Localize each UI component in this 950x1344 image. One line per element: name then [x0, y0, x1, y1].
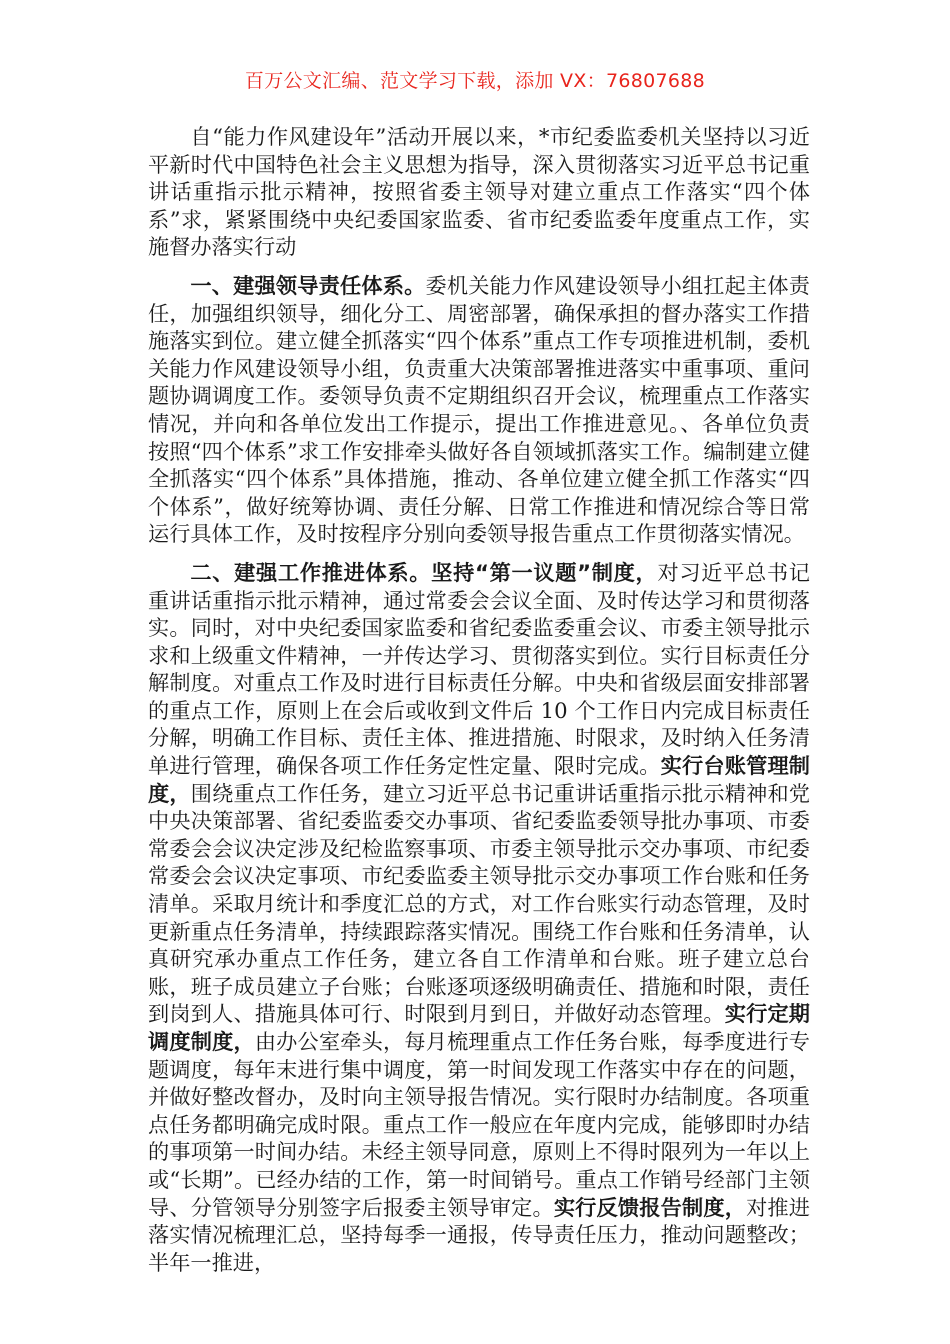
- section-1-heading: 一、建强领导责任体系。: [190, 272, 426, 298]
- section-2-text-4: 对推进落实情况梳理汇总，坚持每季一通报，传导责任压力，推动问题整改；半年一推进，: [148, 1194, 810, 1275]
- ledger-system-heading: 实行台账管理制度，: [148, 753, 810, 806]
- promo-banner: 百万公文汇编、范文学习下载，添加 VX：76807688: [244, 70, 706, 92]
- intro-paragraph: 自“能力作风建设年”活动开展以来，*市纪委监委机关坚持以习近平新时代中国特色社会主义思想为指导，深入贯彻落实习近平总书记重讲话重指示批示精神，按照省委主领导对建立重点工作落实“四个体系”求，紧紧围绕中央纪委国家监委、省市纪委监委年度重点工作，实施督办落实行动: [148, 124, 810, 260]
- scheduling-system-heading: 实行定期调度制度，: [148, 1001, 810, 1054]
- section-1-text: 委机关能力作风建设领导小组扛起主体责任，加强组织领导，细化分工、周密部署，确保承担的督办落实工作措施落实到位。建立健全抓落实“四个体系”重点工作专项推进机制，委机关能力作风建设领导小组，负责重大决策部署推进落实中重事项、重问题协调调度工作。委领导负责不定期组织召开会议，梳理重点工作落实情况，并向和各单位发出工作提示，提出工作推进意见。、各单位负责按照“四个体系”求工作安排牵头做好各自领域抓落实工作。编制建立健全抓落实“四个体系”具体措施，推动、各单位建立健全抓工作落实“四个体系”，做好统筹协调、责任分解、日常工作推进和情况综合等日常运行具体工作，及时按程序分别向委领导报告重点工作贯彻落实情况。: [148, 272, 810, 547]
- section-2-heading: 二、建强工作推进体系。坚持“第一议题”制度，: [190, 559, 658, 585]
- document-body: [148, 123, 810, 1276]
- section-1-paragraph: [148, 272, 810, 548]
- section-2-text-1: 对习近平总书记重讲话重指示批示精神，通过常委会会议全面、及时传达学习和贯彻落实。同时，对中央纪委国家监委和省纪委监委重会议、市委主领导批示求和上级重文件精神，一并传达学习、贯彻落实到位。实行目标责任分解制度。对重点工作及时进行目标责任分解。中央和省级层面安排部署的重点工作，原则上在会后或收到文件后 10 个工作日内完成目标责任分解，明确工作目标、责任主体、推进措施、时限求，及时纳入任务清单进行管理，确保各项工作任务定性定量、限时完成。: [148, 559, 810, 779]
- feedback-system-heading: 实行反馈报告制度，: [553, 1194, 747, 1220]
- section-2-paragraph: [148, 559, 810, 1276]
- section-2-text-2: 围绕重点工作任务，建立习近平总书记重讲话重指示批示精神和党中央决策部署、省纪委监委交办事项、省纪委监委领导批办事项、市委常委会会议决定涉及纪检监察事项、市委主领导批示交办事项、市纪委常委会会议决定事项、市纪委监委主领导批示交办事项工作台账和任务清单。采取月统计和季度汇总的方式，对工作台账实行动态管理，及时更新重点任务清单，持续跟踪落实情况。围绕工作台账和任务清单，认真研究承办重点工作任务，建立各自工作清单和台账。班子建立总台账，班子成员建立子台账；台账逐项逐级明确责任、措施和时限，责任到岗到人、措施具体可行、时限到月到日，并做好动态管理。: [148, 780, 810, 1027]
- section-2-text-3: 由办公室牵头，每月梳理重点工作任务台账，每季度进行专题调度，每年末进行集中调度，第一时间发现工作落实中存在的问题，并做好整改督办，及时向主领导报告情况。实行限时办结制度。各项重点任务都明确完成时限。重点工作一般应在年度内完成，能够即时办结的事项第一时间办结。未经主领导同意，原则上不得时限列为一年以上或“长期”。已经办结的工作，第一时间销号。重点工作销号经部门主领导、分管领导分别签字后报委主领导审定。: [148, 1029, 810, 1220]
